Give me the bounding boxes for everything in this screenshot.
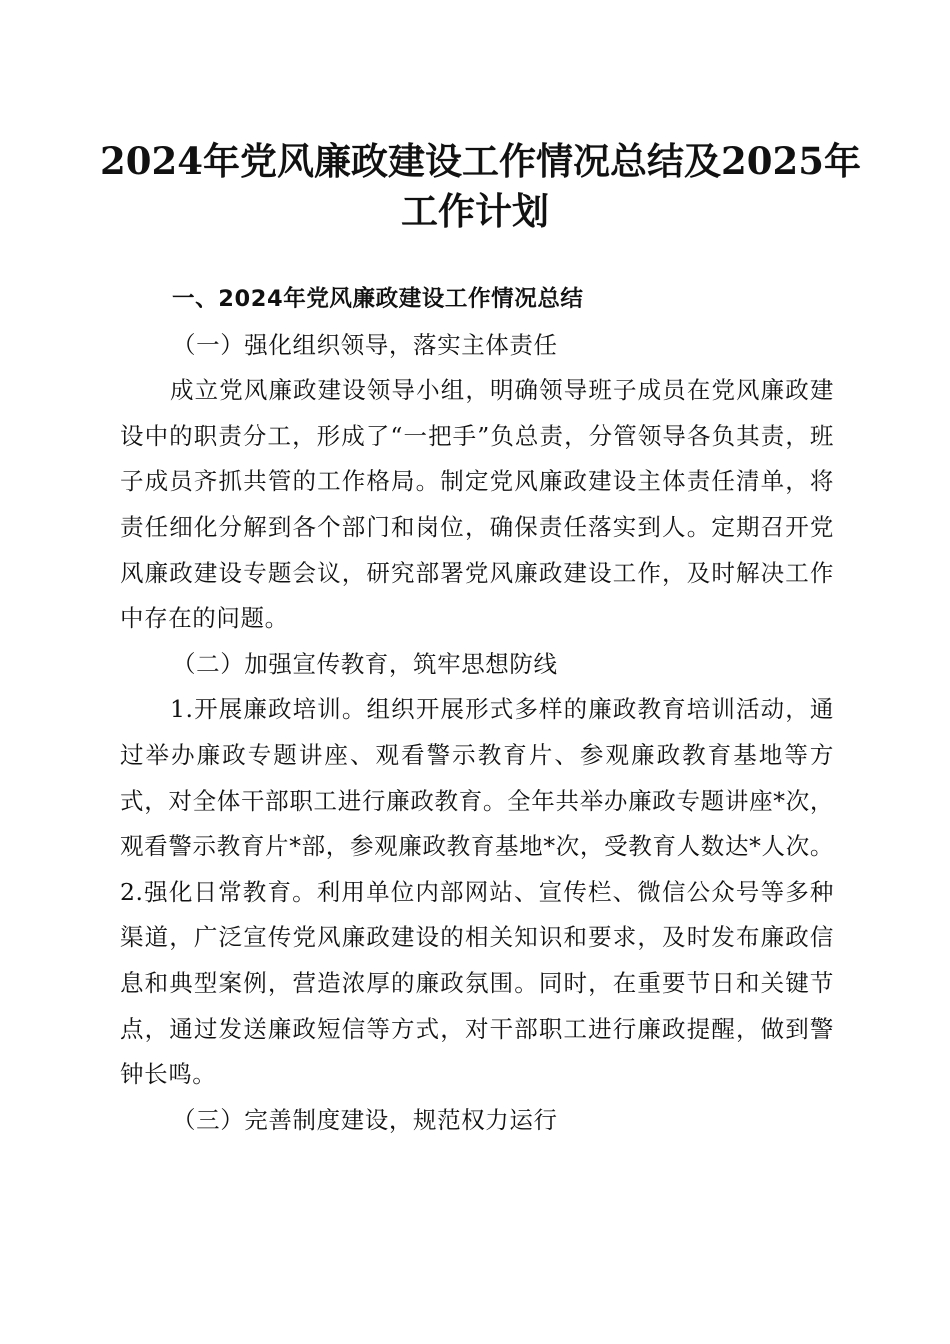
title-line-1: 2024年党风廉政建设工作情况总结及2025年 <box>100 139 861 183</box>
subsection-heading-3: （三）完善制度建设，规范权力运行 <box>172 1105 558 1134</box>
document-body <box>120 277 834 1143</box>
title-line-2: 工作计划 <box>401 189 549 233</box>
subsection-heading-2: （二）加强宣传教育，筑牢思想防线 <box>172 649 558 678</box>
paragraph-2: 1.开展廉政培训。组织开展形式多样的廉政教育培训活动，通过举办廉政专题讲座、观看警示教育片、参观廉政教育基地等方式，对全体干部职工进行廉政教育。全年共举办廉政专题讲座*次，观看警示教育片*部，参观廉政教育基地*次，受教育人数达*人次。2.强化日常教育。利用单位内部网站、宣传栏、微信公众号等多种渠道，广泛宣传党风廉政建设的相关知识和要求，及时发布廉政信息和典型案例，营造浓厚的廉政氛围。同时，在重要节日和关键节点，通过发送廉政短信等方式，对干部职工进行廉政提醒，做到警钟长鸣。 <box>120 695 834 1089</box>
paragraph-1: 成立党风廉政建设领导小组，明确领导班子成员在党风廉政建设中的职责分工，形成了“一把手”负总责，分管领导各负其责，班子成员齐抓共管的工作格局。制定党风廉政建设主体责任清单，将责任细化分解到各个部门和岗位，确保责任落实到人。定期召开党风廉政建设专题会议，研究部署党风廉政建设工作，及时解决工作中存在的问题。 <box>120 376 834 633</box>
section-heading: 一、2024年党风廉政建设工作情况总结 <box>172 286 584 312</box>
document-title <box>100 136 861 236</box>
subsection-heading-1: （一）强化组织领导，落实主体责任 <box>172 330 558 359</box>
